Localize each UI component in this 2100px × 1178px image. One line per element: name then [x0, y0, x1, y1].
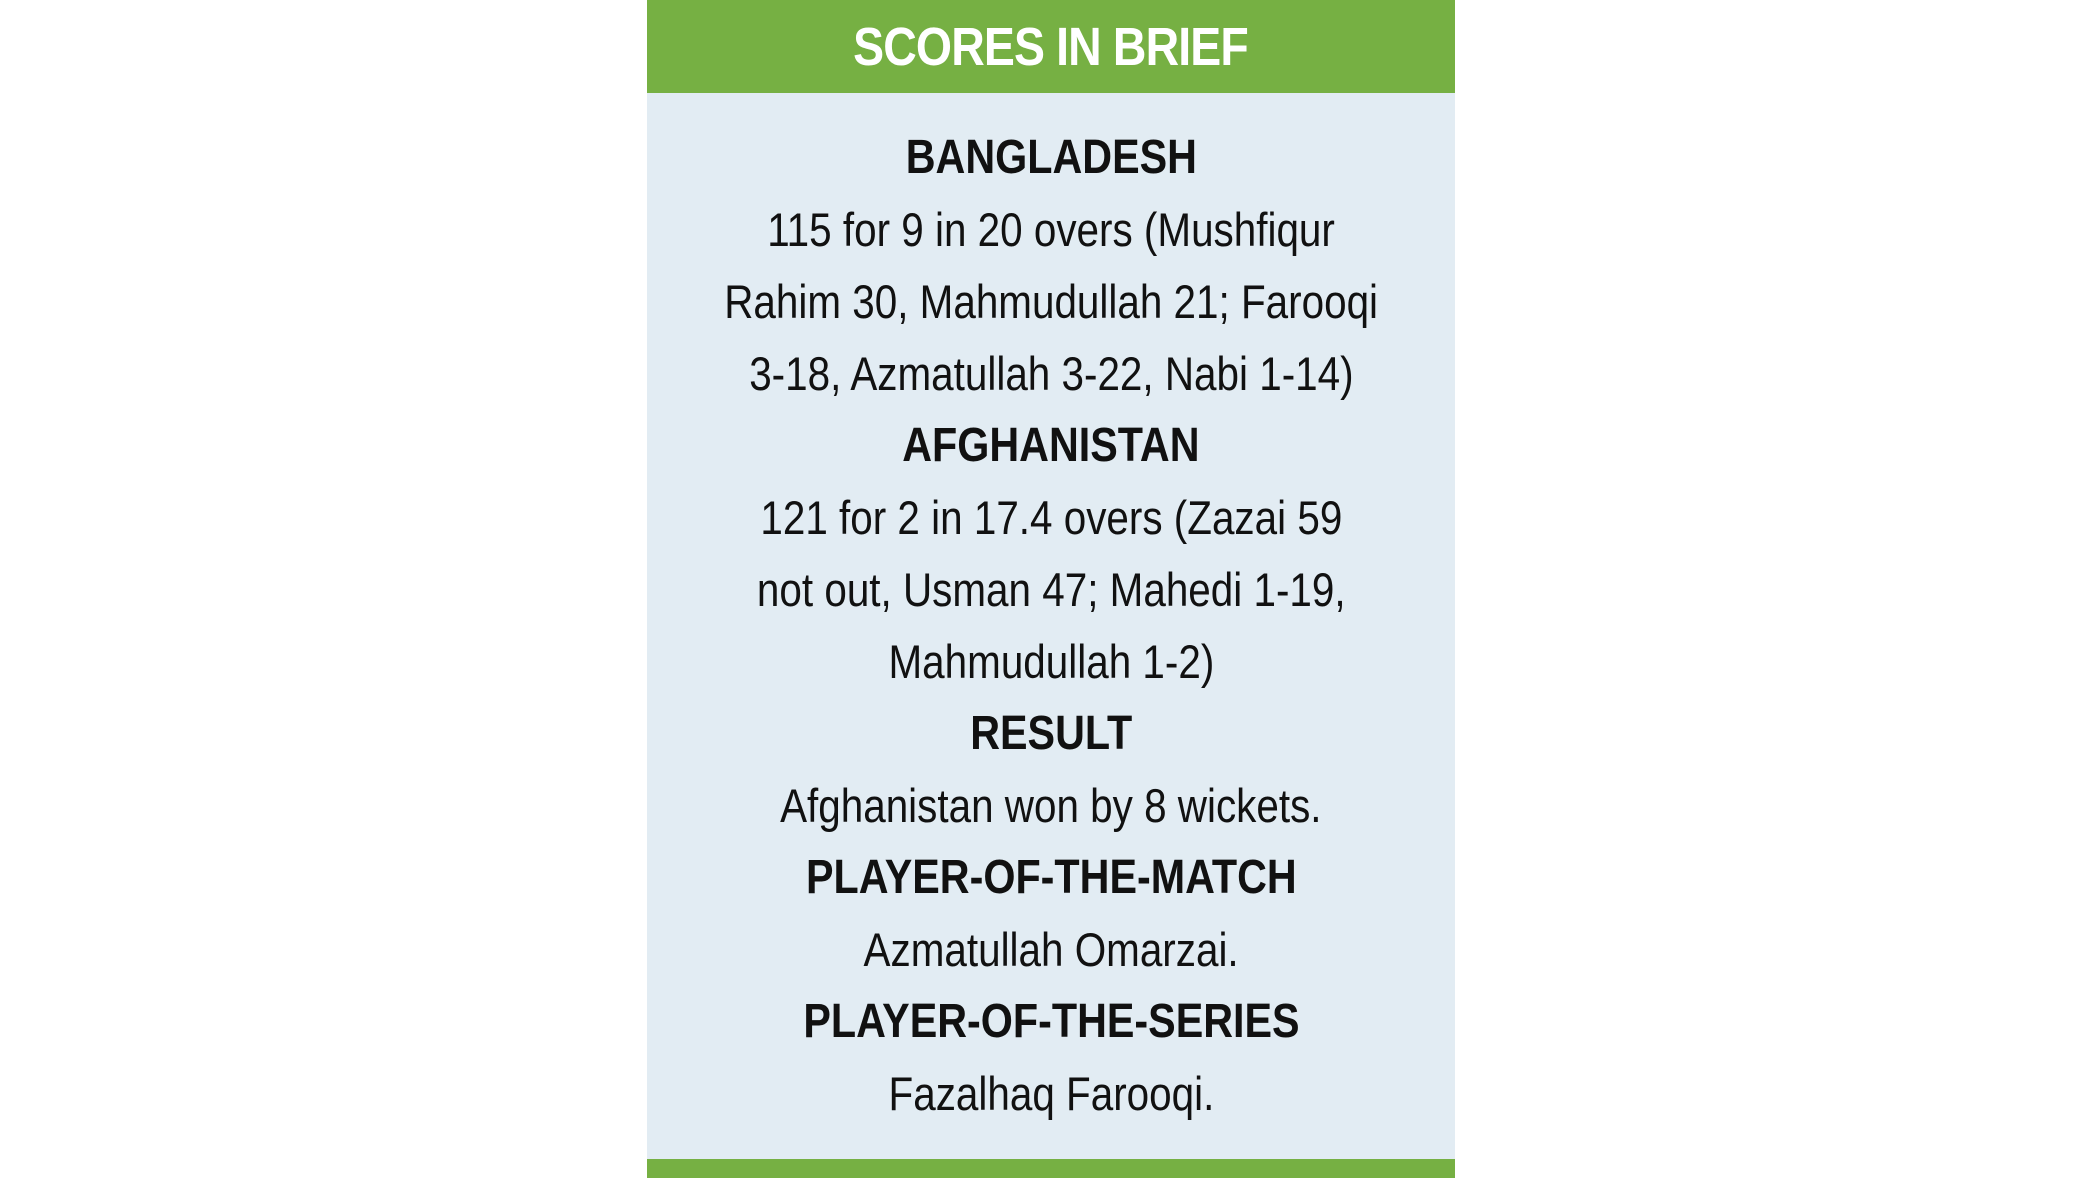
section-line: Afghanistan won by 8 wickets. [780, 779, 1322, 832]
section-heading-afghanistan: AFGHANISTAN [902, 419, 1200, 472]
section-line: 121 for 2 in 17.4 overs (Zazai 59 [760, 491, 1342, 544]
section-line: 115 for 9 in 20 overs (Mushfiqur [767, 203, 1335, 256]
section-heading-player-of-the-match: PLAYER-OF-THE-MATCH [805, 851, 1297, 904]
section-line: 3-18, Azmatullah 3-22, Nabi 1-14) [748, 347, 1354, 400]
section-line: Azmatullah Omarzai. [863, 923, 1239, 976]
section-line: Rahim 30, Mahmudullah 21; Farooqi [724, 275, 1378, 328]
scores-card [647, 0, 1455, 1178]
scores-body [647, 122, 1455, 1130]
footer-bar [647, 1159, 1455, 1178]
section-heading-player-of-the-series: PLAYER-OF-THE-SERIES [802, 995, 1300, 1048]
section-line: Fazalhaq Farooqi. [888, 1067, 1214, 1120]
header-bar [647, 0, 1455, 93]
section-heading-bangladesh: BANGLADESH [905, 131, 1197, 184]
section-line: not out, Usman 47; Mahedi 1-19, [756, 563, 1346, 616]
section-heading-result: RESULT [969, 707, 1133, 760]
section-line: Mahmudullah 1-2) [888, 635, 1214, 688]
card-title: SCORES IN BRIEF [853, 16, 1249, 77]
